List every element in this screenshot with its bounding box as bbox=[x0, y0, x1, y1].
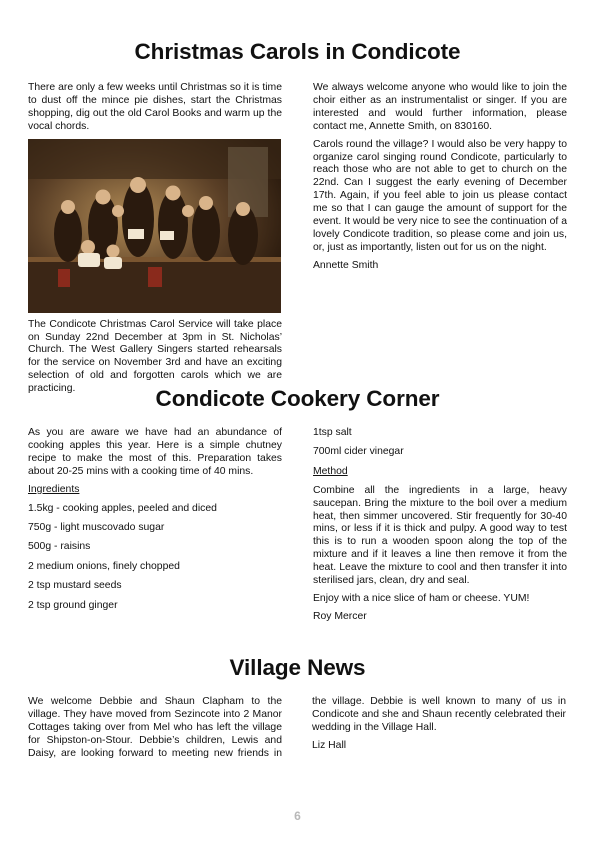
ingredient-item: 1tsp salt bbox=[313, 427, 352, 438]
page-number: 6 bbox=[294, 809, 301, 823]
carols-title: Christmas Carols in Condicote bbox=[134, 39, 461, 64]
cookery-signature: Roy Mercer bbox=[313, 610, 367, 622]
carols-right-column bbox=[313, 82, 567, 278]
method-heading: Method bbox=[313, 465, 348, 477]
ingredient-item: 2 tsp mustard seeds bbox=[28, 580, 122, 592]
carols-paragraph-2: The Condicote Christmas Carol Service will take place on Sunday 22nd December at 3pm in St. Nicholas’ Church. The West Gallery Singers started rehearsals for the service on November 3rd and have an exciting selection of old and forgotten carols which we are practicing. bbox=[28, 318, 282, 395]
news-columns bbox=[28, 696, 566, 776]
carol-singers-painting bbox=[28, 139, 281, 313]
cookery-title: Condicote Cookery Corner bbox=[155, 386, 440, 411]
news-signature: Liz Hall bbox=[312, 739, 347, 751]
cookery-closing: Enjoy with a nice slice of ham or cheese. YUM! bbox=[313, 592, 530, 604]
carols-paragraph-1: There are only a few weeks until Christmas so it is time to dust off the mince pie dishes, start the Christmas shopping, dig out the old Carol Books and warm up the vocal chords. bbox=[28, 82, 282, 132]
ingredient-item: 700ml cider vinegar bbox=[313, 446, 404, 458]
cookery-intro: As you are aware we have had an abundance of cooking apples this year. Here is a simple chutney recipe to make the most of this. Preparation takes about 20-25 mins with a cooking time of 40 mins. bbox=[28, 427, 282, 477]
ingredient-item: 750g - light muscovado sugar bbox=[28, 521, 165, 533]
ingredients-heading: Ingredients bbox=[28, 483, 80, 495]
carol-singers-painting-art bbox=[28, 139, 281, 313]
carols-paragraph-4: Carols round the village? I would also be very happy to organize carol singing round Condicote, particularly to reach those who are not able to get to church on the 22nd. Can I suggest the early evening of December 17th. Again, if you feel able to join us please contact me so that I can gauge the amount of support for the event. It would be very nice to see the continuation of a lovely Condicote tradition, so please come and join us, or, just as importantly, listen out for us on the night. bbox=[313, 138, 567, 253]
carols-paragraph-3: We always welcome anyone who would like to join the choir either as an instrumentalist or singer. If you are interested and would further information, please contact me, Annette Smith, on 830160. bbox=[313, 82, 567, 132]
carols-left-column bbox=[28, 82, 282, 401]
ingredient-item: 1.5kg - cooking apples, peeled and diced bbox=[28, 502, 217, 514]
news-paragraph: We welcome Debbie and Shaun Clapham to the village. They have moved from Sezincote into 2 Manor Cottages taking over from Mel who has left the village for Shipston-on-Stour. Debbie’s children, Lewis and Daisy, are looking forward to meeting new friends in the village. Debbie is well known to many of us in Condicote and she and Shaun recently celebrated their wedding in the Village Hall. bbox=[28, 696, 566, 759]
cookery-left-column bbox=[28, 427, 282, 619]
ingredient-item: 2 medium onions, finely chopped bbox=[28, 560, 180, 572]
method-text: Combine all the ingredients in a large, heavy saucepan. Bring the mixture to the boil over a medium heat, then simmer uncovered. Stir frequently for 30-40 mins, or less if it is thick and pulpy. A good way to test this is to run a wooden spoon along the top of the mixture and if it leaves a line then remove it from the heat. Leave the mixture to cool and then transfer it into sterilised jars, clean, dry and seal. bbox=[313, 484, 567, 587]
news-title: Village News bbox=[229, 655, 366, 680]
ingredient-item: 500g - raisins bbox=[28, 541, 91, 553]
carols-signature: Annette Smith bbox=[313, 259, 379, 271]
cookery-right-column bbox=[313, 427, 567, 629]
ingredient-item: 2 tsp ground ginger bbox=[28, 599, 118, 611]
